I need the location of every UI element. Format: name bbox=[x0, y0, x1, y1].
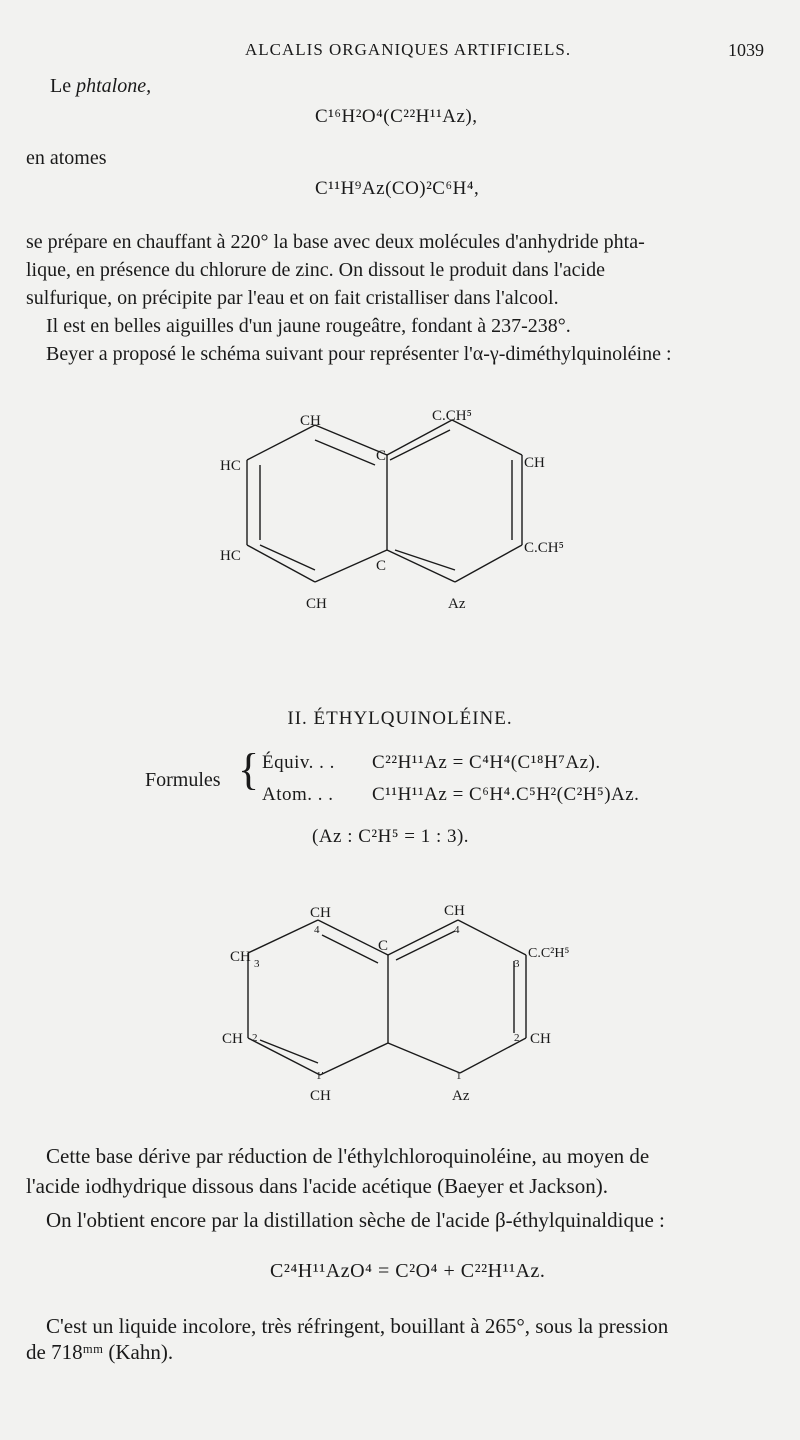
d2-num-right-upper: 3 bbox=[514, 958, 520, 970]
d2-label-top-right: CH bbox=[444, 903, 465, 919]
bond-3 bbox=[247, 545, 315, 582]
d2-label-right-lower: CH bbox=[530, 1031, 551, 1047]
d1-label-bottom-right: Az bbox=[448, 596, 466, 612]
atom-formula: C¹¹H¹¹Az = C⁶H⁴.C⁵H²(C²H⁵)Az. bbox=[372, 784, 640, 805]
equiv-formula: C²²H¹¹Az = C⁴H⁴(C¹⁸H⁷Az). bbox=[372, 752, 601, 773]
phtalone-para1-line3: sulfurique, on précipite par l'eau et on fait cristalliser dans l'alcool. bbox=[26, 287, 559, 309]
bond-inner-3 bbox=[390, 430, 450, 460]
d2-num-bottom-right: 1 bbox=[456, 1070, 462, 1082]
bond-a3 bbox=[248, 1038, 320, 1075]
d2-num-top-right: 4 bbox=[454, 924, 460, 936]
bond-a8 bbox=[458, 920, 526, 955]
d2-num-right-lower: 2 bbox=[514, 1032, 520, 1044]
d2-label-left-lower: CH bbox=[222, 1031, 243, 1047]
text2-para1-line1: Cette base dérive par réduction de l'éthylchloroquinoléine, au moyen de bbox=[46, 1144, 650, 1168]
text2-para2: On l'obtient encore par la distillation sèche de l'acide β-éthylquinaldique : bbox=[46, 1208, 665, 1232]
text2-para3-line2: de 718ᵐᵐ (Kahn). bbox=[26, 1340, 174, 1364]
bond-a11 bbox=[388, 1043, 460, 1073]
text2-para3-line1: C'est un liquide incolore, très réfringent, bouillant à 265°, sous la pression bbox=[46, 1314, 669, 1338]
d1-label-top-right: C.CH⁵ bbox=[432, 408, 472, 424]
ratio-formula: (Az : C²H⁵ = 1 : 3). bbox=[312, 826, 470, 847]
d2-label-right-upper: C.C²H⁵ bbox=[528, 946, 570, 961]
bond-a7 bbox=[388, 920, 458, 955]
d1-label-top-left: CH bbox=[300, 413, 321, 429]
d2-num-top-left: 4 bbox=[314, 924, 320, 936]
d1-label-center-top: C bbox=[376, 448, 387, 464]
running-title: ALCALIS ORGANIQUES ARTIFICIELS. bbox=[245, 40, 572, 59]
d1-label-left-upper: HC bbox=[220, 458, 241, 474]
ethylquinoline-structure-diagram bbox=[200, 895, 600, 1110]
d1-label-bottom-left: CH bbox=[306, 596, 327, 612]
phtalone-para1-line2: lique, en présence du chlorure de zinc. On dissout le produit dans l'acide bbox=[26, 259, 605, 281]
bond-a4 bbox=[320, 1043, 388, 1075]
phtalone-para2: Il est en belles aiguilles d'un jaune rougeâtre, fondant à 237-238°. bbox=[46, 315, 571, 337]
bond-8 bbox=[452, 420, 522, 455]
bond-a1 bbox=[248, 920, 318, 953]
phtalone-para1-line1: se prépare en chauffant à 220° la base avec deux molécules d'anhydride phta- bbox=[26, 231, 645, 253]
d1-label-right-lower: C.CH⁵ bbox=[524, 540, 564, 556]
phtalone-formula-atom: C¹¹H⁹Az(CO)²C⁶H⁴, bbox=[315, 178, 480, 199]
bond-inner-5 bbox=[395, 550, 455, 570]
text2-para1-line2: l'acide iodhydrique dissous dans l'acide acétique (Baeyer et Jackson). bbox=[26, 1174, 608, 1198]
d2-num-left-upper: 3 bbox=[254, 958, 260, 970]
formules-brace: { bbox=[238, 745, 260, 794]
phtalone-le: Le bbox=[50, 75, 77, 97]
formules-label: Formules bbox=[145, 769, 221, 791]
atom-label: Atom. . . bbox=[262, 784, 334, 805]
page-number: 1039 bbox=[728, 40, 764, 60]
d2-label-bottom-right: Az bbox=[452, 1088, 470, 1104]
bond-inner-a3 bbox=[396, 931, 455, 960]
d2-num-bottom-left: 1' bbox=[316, 1070, 324, 1082]
bond-inner-a1 bbox=[322, 935, 378, 963]
d2-label-top-left: CH bbox=[310, 905, 331, 921]
phtalone-name: phtalone, bbox=[76, 75, 152, 97]
d1-label-right-upper: CH bbox=[524, 455, 545, 471]
phtalone-heading bbox=[50, 72, 151, 100]
bond-7 bbox=[387, 420, 452, 455]
section-title: II. ÉTHYLQUINOLÉINE. bbox=[287, 708, 513, 729]
phtalone-formula-equiv: C¹⁶H²O⁴(C²²H¹¹Az), bbox=[315, 106, 478, 127]
bond-10 bbox=[455, 545, 522, 582]
phtalone-en-atomes: en atomes bbox=[26, 147, 107, 169]
bond-inner-1 bbox=[315, 440, 375, 465]
d1-label-left-lower: HC bbox=[220, 548, 241, 564]
d2-label-left-upper: CH bbox=[230, 949, 251, 965]
d1-label-center-bottom: C bbox=[376, 558, 387, 574]
d2-label-center-top: C bbox=[378, 938, 389, 954]
equiv-label: Équiv. . . bbox=[262, 752, 335, 773]
dimethylquinoline-structure-diagram bbox=[200, 400, 600, 620]
bond-1 bbox=[247, 425, 315, 460]
d2-num-left-lower: 2 bbox=[252, 1032, 258, 1044]
phtalone-para3: Beyer a proposé le schéma suivant pour représenter l'α-γ-diméthylquinoléine : bbox=[46, 343, 672, 365]
d2-label-bottom-left: CH bbox=[310, 1088, 331, 1104]
decomposition-equation: C²⁴H¹¹AzO⁴ = C²O⁴ + C²²H¹¹Az. bbox=[270, 1260, 546, 1282]
